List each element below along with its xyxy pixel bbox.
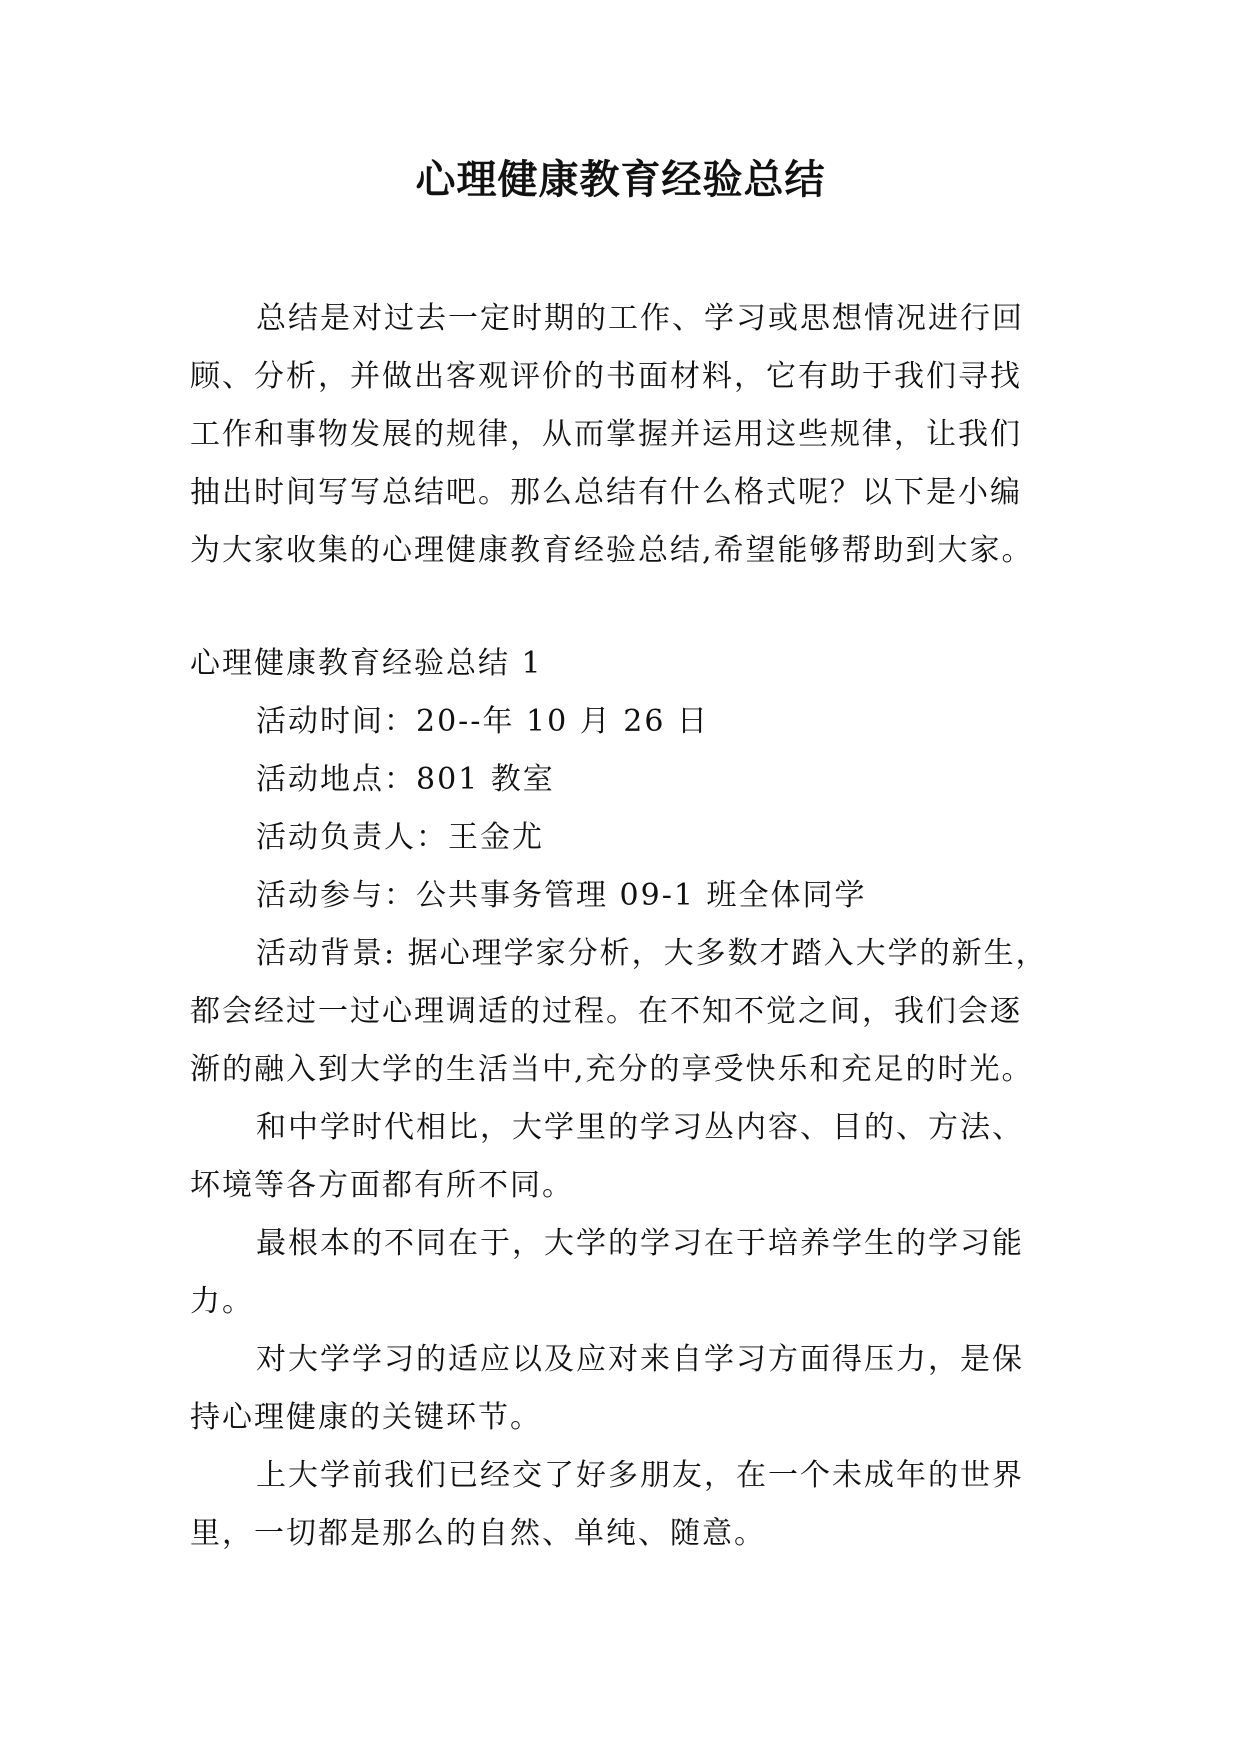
- activity-location: 活动地点：801 教室: [256, 762, 555, 797]
- text-line: 为大家收集的心理健康教育经验总结,希望能够帮助到大家。: [190, 533, 1034, 568]
- text-line: 顾、分析，并做出客观评价的书面材料，它有助于我们寻找: [190, 359, 1022, 394]
- text-line: 总结是对过去一定时期的工作、学习或思想情况进行回: [256, 301, 1024, 336]
- text-line: 和中学时代相比，大学里的学习丛内容、目的、方法、: [256, 1110, 1024, 1145]
- activity-time: 活动时间：20--年 10 月 26 日: [256, 704, 709, 739]
- text-line: 活动背景: 据心理学家分析，大多数才踏入大学的新生，: [256, 936, 1048, 971]
- text-line: 工作和事物发展的规律，从而掌握并运用这些规律，让我们: [190, 417, 1022, 452]
- section-1: [190, 635, 1070, 1563]
- activity-participants: 活动参与：公共事务管理 09-1 班全体同学: [256, 878, 867, 913]
- intro-paragraph: [190, 290, 1070, 580]
- text-line: 上大学前我们已经交了好多朋友，在一个未成年的世界: [256, 1458, 1024, 1493]
- section-heading: 心理健康教育经验总结 1: [190, 646, 543, 681]
- text-line: 坏境等各方面都有所不同。: [190, 1168, 574, 1203]
- text-line: 持心理健康的关键环节。: [190, 1400, 542, 1435]
- text-line: 抽出时间写写总结吧。那么总结有什么格式呢？以下是小编: [190, 475, 1022, 510]
- text-line: 力。: [190, 1284, 254, 1319]
- text-line: 渐的融入到大学的生活当中,充分的享受快乐和充足的时光。: [190, 1052, 1034, 1087]
- activity-leader: 活动负责人：王金尤: [256, 820, 544, 855]
- text-line: 最根本的不同在于，大学的学习在于培养学生的学习能: [256, 1226, 1024, 1261]
- text-line: 都会经过一过心理调适的过程。在不知不觉之间，我们会逐: [190, 994, 1022, 1029]
- text-line: 对大学学习的适应以及应对来自学习方面得压力，是保: [256, 1342, 1024, 1377]
- document-title: 心理健康教育经验总结: [415, 157, 826, 203]
- text-line: 里，一切都是那么的自然、单纯、随意。: [190, 1516, 766, 1551]
